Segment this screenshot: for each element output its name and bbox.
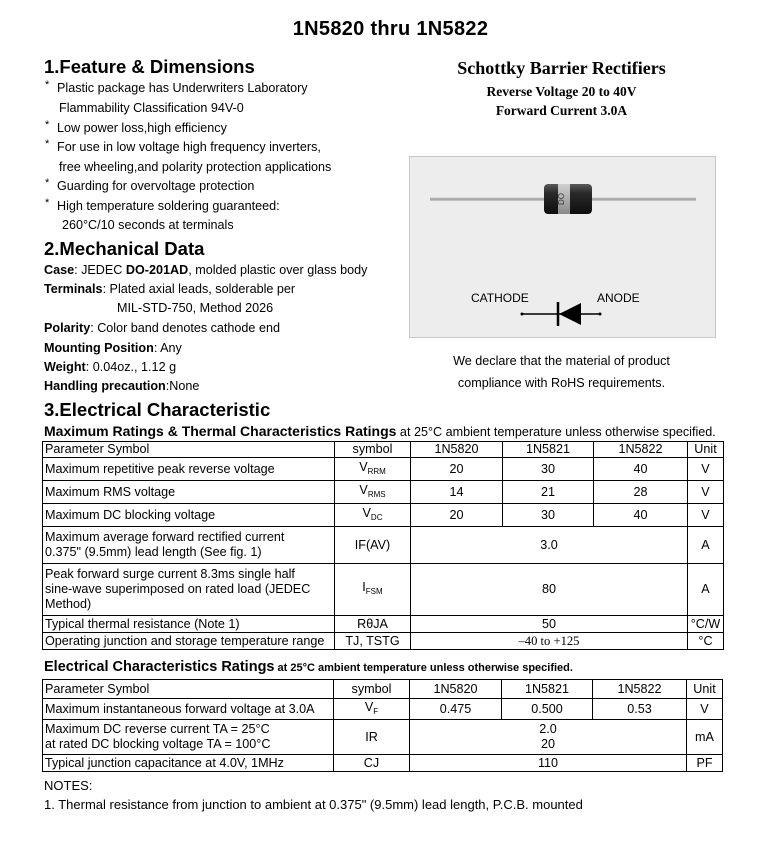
- weight-line: Weight: 0.04oz., 1.12 g: [44, 360, 177, 374]
- polarity-line: Polarity: Color band denotes cathode end: [44, 321, 280, 335]
- table-row: Operating junction and storage temperature range TJ, TSTG –40 to +125 °C: [43, 633, 724, 650]
- table-row: Maximum instantaneous forward voltage at 3.0A $V_F$ 0.475 0.500 0.53 V: [43, 699, 723, 720]
- table-row: Typical junction capacitance at 4.0V, 1MHz CJ 110 PF: [43, 755, 723, 772]
- feature-bullet-cont: Flammability Classification 94V-0: [59, 101, 244, 115]
- electrical-ratings-table: [42, 679, 723, 772]
- table-header-row: Parameter Symbol symbol 1N5820 1N5821 1N5822 Unit: [43, 442, 724, 458]
- table-header-row: Parameter Symbol symbol 1N5820 1N5821 1N5822 Unit: [43, 680, 723, 699]
- diode-lead-left: [430, 197, 548, 201]
- band-text: DO: [557, 193, 566, 205]
- feature-bullet-cont: 260°C/10 seconds at terminals: [62, 218, 234, 232]
- table-row: Maximum RMS voltage $V_{RMS}$ 14 21 28 V: [43, 481, 724, 504]
- diode-illustration: [409, 156, 716, 338]
- note-1: 1. Thermal resistance from junction to ambient at 0.375" (9.5mm) lead length, P.C.B. mounted: [44, 797, 583, 812]
- terminals-line-2: MIL-STD-750, Method 2026: [117, 301, 274, 315]
- features-heading: 1.Feature & Dimensions: [44, 56, 255, 77]
- table-row: Peak forward surge current 8.3ms single half sine-wave superimposed on rated load (JEDEC Method) $I_{FSM}$ 80 A: [43, 564, 724, 616]
- mounting-line: Mounting Position: Any: [44, 341, 182, 355]
- table-row: Maximum DC blocking voltage $V_{DC}$ 20 30 40 V: [43, 504, 724, 527]
- document-title: 1N5820 thru 1N5822: [292, 18, 489, 40]
- cathode-label: CATHODE: [471, 291, 529, 305]
- electrical-ratings-header: Electrical Characteristics Ratings at 25°C ambient temperature unless otherwise specified.: [44, 659, 573, 675]
- max-ratings-table: [42, 441, 724, 650]
- product-name: Schottky Barrier Rectifiers: [457, 58, 666, 78]
- electrical-heading: 3.Electrical Characteristic: [44, 399, 271, 420]
- anode-label: ANODE: [597, 291, 640, 305]
- feature-bullet: * Guarding for overvoltage protection: [45, 177, 255, 193]
- feature-bullet: * High temperature soldering guaranteed:: [45, 197, 280, 213]
- rohs-line-2: compliance with RoHS requirements.: [457, 376, 666, 390]
- mechanical-heading: 2.Mechanical Data: [44, 238, 205, 259]
- feature-bullet: * For use in low voltage high frequency inverters,: [45, 138, 321, 154]
- handling-line: Handling precaution:None: [44, 379, 200, 393]
- case-line: Case: JEDEC DO-201AD, molded plastic over glass body: [44, 263, 368, 277]
- notes-label: NOTES:: [44, 778, 93, 793]
- table-row: Maximum repetitive peak reverse voltage $V_{RRM}$ 20 30 40 V: [43, 458, 724, 481]
- forward-current: Forward Current 3.0A: [495, 103, 628, 118]
- table-row: Maximum DC reverse current TA = 25°C at rated DC blocking voltage TA = 100°C IR 2.0 20 mA: [43, 720, 723, 755]
- terminals-line: Terminals: Plated axial leads, solderable per: [44, 282, 296, 296]
- diode-triangle-icon: [559, 303, 581, 325]
- diode-lead-right: [588, 197, 696, 201]
- table-row: Typical thermal resistance (Note 1) RθJA 50 °C/W: [43, 616, 724, 633]
- feature-bullet-cont: free wheeling,and polarity protection applications: [59, 160, 332, 174]
- feature-bullet: * Low power loss,high efficiency: [45, 119, 227, 135]
- reverse-voltage: Reverse Voltage 20 to 40V: [486, 84, 637, 99]
- max-ratings-header: Maximum Ratings & Thermal Characteristics Ratings at 25°C ambient temperature unless otherwise specified.: [44, 423, 716, 439]
- table-row: Maximum average forward rectified current 0.375" (9.5mm) lead length (See fig. 1) IF(AV) 3.0 A: [43, 527, 724, 564]
- feature-bullet: * Plastic package has Underwriters Laboratory: [45, 79, 308, 95]
- diode-image: [410, 157, 715, 337]
- rohs-line-1: We declare that the material of product: [453, 354, 670, 368]
